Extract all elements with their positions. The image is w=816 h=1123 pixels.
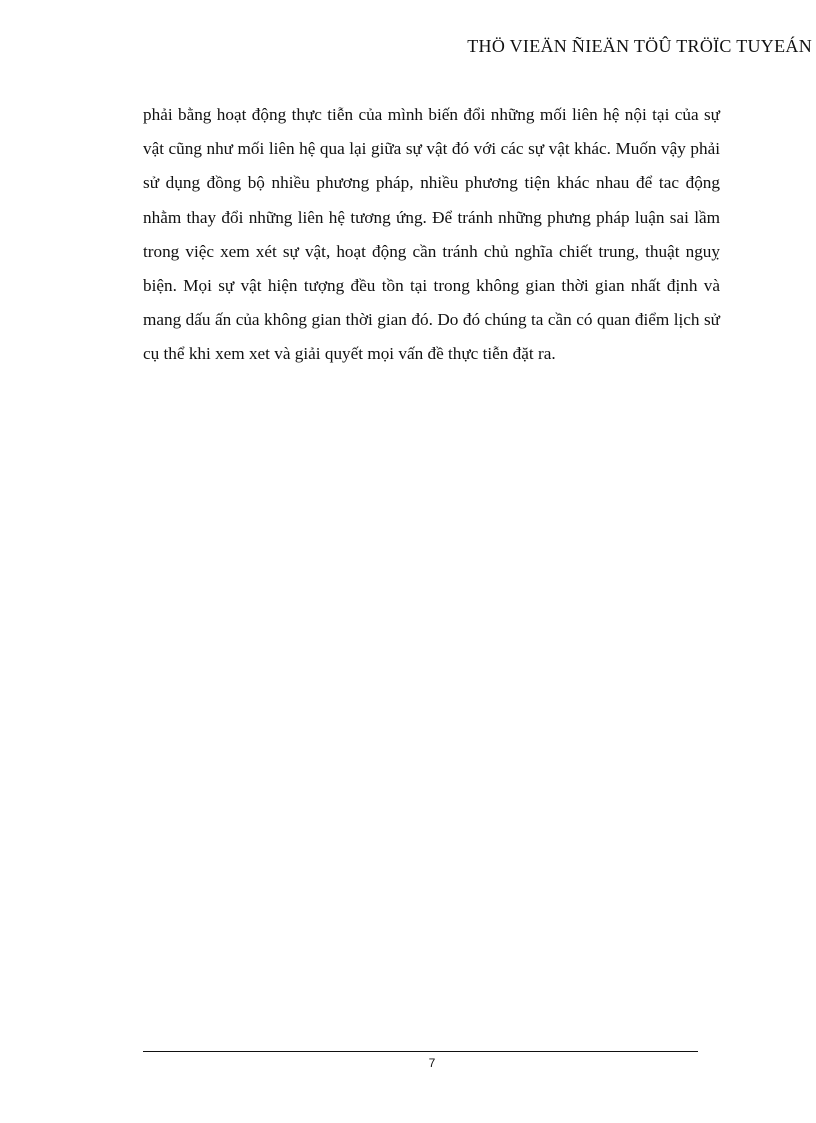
- page-number: 7: [428, 1056, 436, 1070]
- page-header-title: THÖ VIEÄN ÑIEÄN TÖÛ TRÖÏC TUYEÁN: [467, 36, 812, 56]
- body-paragraph: phải bằng hoạt động thực tiễn của mình biến đổi những mối liên hệ nội tại của sự vật cũng như mối liên hệ qua lại giữa sự vật đó với các sự vật khác. Muốn vậy phải sử dụng đồng bộ nhiều phương pháp, nhiều phương tiện khác nhau để tac động nhằm thay đổi những liên hệ tương ứng. Để tránh những phưng pháp luận sai lầm trong việc xem xét sự vật, hoạt động cần tránh chủ nghĩa chiết trung, thuật nguỵ biện. Mọi sự vật hiện tượng đều tồn tại trong không gian thời gian nhất định và mang dấu ấn của không gian thời gian đó. Do đó chúng ta cần có quan điểm lịch sử cụ thể khi xem xet và giải quyết mọi vấn đề thực tiễn đặt ra.: [143, 105, 720, 364]
- footer-divider: [143, 1051, 698, 1052]
